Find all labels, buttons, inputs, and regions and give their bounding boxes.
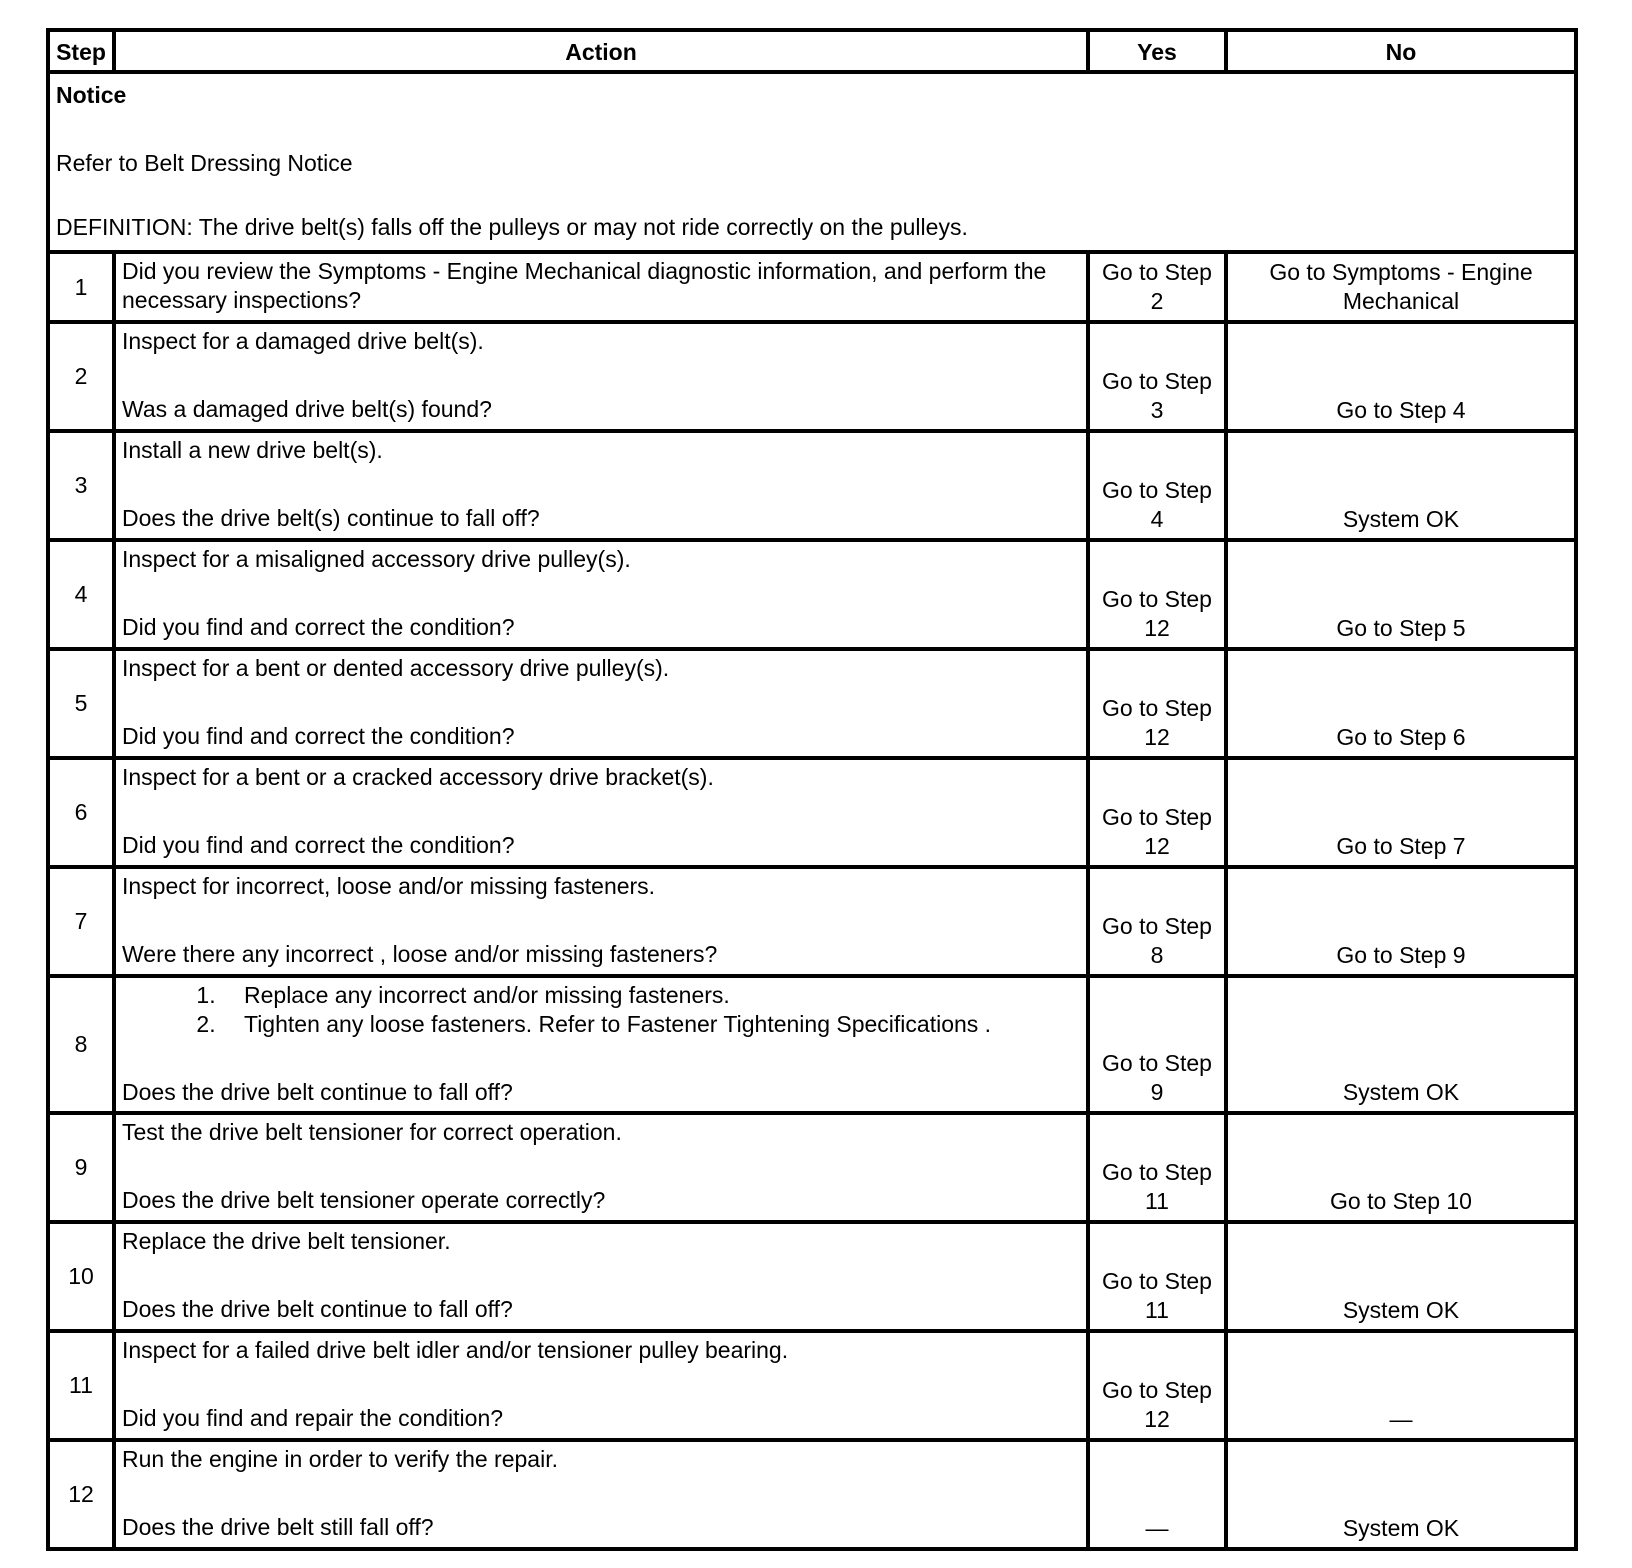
notice-row <box>48 72 1576 252</box>
header-step: Step <box>48 30 114 72</box>
question-text: Was a damaged drive belt(s) found? <box>122 396 492 422</box>
table-row <box>48 431 1576 540</box>
action-cell <box>114 1440 1088 1549</box>
step-number: 8 <box>48 976 114 1113</box>
action-cell <box>114 1222 1088 1331</box>
step-number: 2 <box>48 322 114 431</box>
action-cell <box>114 252 1088 322</box>
action-cell <box>114 758 1088 867</box>
table-row <box>48 252 1576 322</box>
definition-line: DEFINITION: The drive belt(s) falls off the pulleys or may not ride correctly on the pulleys. <box>56 214 968 240</box>
action-cell <box>114 431 1088 540</box>
action-cell <box>114 1331 1088 1440</box>
header-yes: Yes <box>1088 30 1226 72</box>
notice-line: Refer to Belt Dressing Notice <box>56 150 353 176</box>
header-action: Action <box>114 30 1088 72</box>
action-cell <box>114 540 1088 649</box>
notice-title: Notice <box>56 82 127 108</box>
list-item: 1. Replace any incorrect and/or missing fasteners. <box>222 981 1080 1010</box>
table-row <box>48 1440 1576 1549</box>
action-text: Inspect for a damaged drive belt(s). <box>122 328 484 354</box>
notice-cell <box>48 72 1576 252</box>
action-text: Inspect for a failed drive belt idler and/or tensioner pulley bearing. <box>122 1337 789 1363</box>
step-number: 6 <box>48 758 114 867</box>
no-cell: System OK <box>1226 976 1576 1113</box>
question-text: Does the drive belt tensioner operate correctly? <box>122 1187 606 1213</box>
step-number: 9 <box>48 1113 114 1222</box>
header-no: No <box>1226 30 1576 72</box>
header-row <box>48 30 1576 72</box>
numbered-list <box>122 981 1080 1039</box>
yes-cell: — <box>1088 1440 1226 1549</box>
question-text: Did you find and correct the condition? <box>122 832 515 858</box>
action-text: Test the drive belt tensioner for correct operation. <box>122 1119 622 1145</box>
table-row <box>48 976 1576 1113</box>
question-text: Did you find and repair the condition? <box>122 1405 504 1431</box>
step-number: 12 <box>48 1440 114 1549</box>
yes-cell: Go to Step 11 <box>1088 1113 1226 1222</box>
no-cell: System OK <box>1226 431 1576 540</box>
action-cell <box>114 1113 1088 1222</box>
no-cell: — <box>1226 1331 1576 1440</box>
yes-cell: Go to Step 11 <box>1088 1222 1226 1331</box>
step-number: 10 <box>48 1222 114 1331</box>
table-row <box>48 867 1576 976</box>
action-text: Install a new drive belt(s). <box>122 437 383 463</box>
question-text: Does the drive belt still fall off? <box>122 1514 434 1540</box>
action-text: Run the engine in order to verify the repair. <box>122 1446 558 1472</box>
no-cell: Go to Step 4 <box>1226 322 1576 431</box>
yes-cell: Go to Step 12 <box>1088 758 1226 867</box>
table-row <box>48 322 1576 431</box>
yes-cell: Go to Step 12 <box>1088 540 1226 649</box>
action-text: Did you review the Symptoms - Engine Mechanical diagnostic information, and perform the necessary inspections? <box>122 258 1047 313</box>
question-text: Does the drive belt continue to fall off? <box>122 1296 513 1322</box>
yes-cell: Go to Step 3 <box>1088 322 1226 431</box>
action-cell <box>114 867 1088 976</box>
no-cell: System OK <box>1226 1222 1576 1331</box>
action-text: Inspect for incorrect, loose and/or missing fasteners. <box>122 873 656 899</box>
question-text: Did you find and correct the condition? <box>122 723 515 749</box>
list-item: 2. Tighten any loose fasteners. Refer to Fastener Tightening Specifications . <box>222 1010 1080 1039</box>
yes-cell: Go to Step 12 <box>1088 1331 1226 1440</box>
action-text: Inspect for a bent or dented accessory drive pulley(s). <box>122 655 670 681</box>
question-text: Were there any incorrect , loose and/or missing fasteners? <box>122 941 718 967</box>
step-number: 1 <box>48 252 114 322</box>
table-row <box>48 1222 1576 1331</box>
yes-cell: Go to Step 4 <box>1088 431 1226 540</box>
no-cell: Go to Step 9 <box>1226 867 1576 976</box>
no-cell: Go to Symptoms - Engine Mechanical <box>1226 252 1576 322</box>
yes-cell: Go to Step 8 <box>1088 867 1226 976</box>
step-number: 3 <box>48 431 114 540</box>
no-cell: Go to Step 5 <box>1226 540 1576 649</box>
no-cell: Go to Step 7 <box>1226 758 1576 867</box>
step-number: 11 <box>48 1331 114 1440</box>
yes-cell: Go to Step 9 <box>1088 976 1226 1113</box>
question-text: Does the drive belt(s) continue to fall off? <box>122 505 540 531</box>
no-cell: Go to Step 10 <box>1226 1113 1576 1222</box>
yes-cell: Go to Step 12 <box>1088 649 1226 758</box>
table-row <box>48 649 1576 758</box>
action-cell <box>114 322 1088 431</box>
action-text: Inspect for a bent or a cracked accessory drive bracket(s). <box>122 764 714 790</box>
table-row <box>48 1113 1576 1222</box>
table-row <box>48 540 1576 649</box>
action-text: Replace the drive belt tensioner. <box>122 1228 451 1254</box>
question-text: Did you find and correct the condition? <box>122 614 515 640</box>
step-number: 7 <box>48 867 114 976</box>
table-row <box>48 1331 1576 1440</box>
action-cell <box>114 649 1088 758</box>
action-cell <box>114 976 1088 1113</box>
step-number: 4 <box>48 540 114 649</box>
no-cell: System OK <box>1226 1440 1576 1549</box>
yes-cell: Go to Step 2 <box>1088 252 1226 322</box>
step-number: 5 <box>48 649 114 758</box>
no-cell: Go to Step 6 <box>1226 649 1576 758</box>
diagnostic-table <box>46 28 1578 1551</box>
table-row <box>48 758 1576 867</box>
action-text: Inspect for a misaligned accessory drive pulley(s). <box>122 546 631 572</box>
question-text: Does the drive belt continue to fall off? <box>122 1079 513 1105</box>
